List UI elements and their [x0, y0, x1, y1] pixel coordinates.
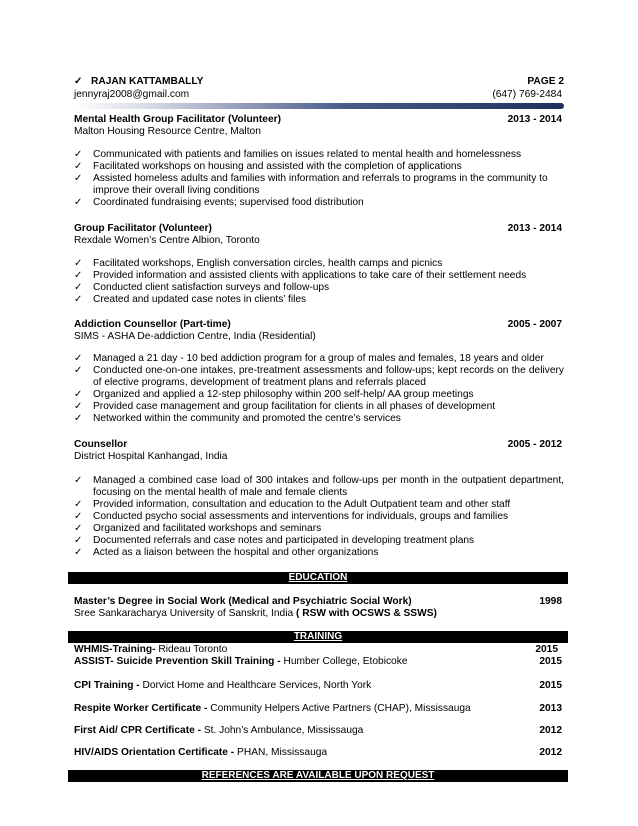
list-item: ✓ Conducted client satisfaction surveys and follow-ups — [74, 282, 330, 293]
check-icon: ✓ — [74, 523, 83, 534]
header-divider — [74, 103, 564, 109]
degree-title: Master’s Degree in Social Work (Medical and Psychiatric Social Work) — [74, 596, 412, 607]
job-org: Rexdale Women’s Centre Albion, Toronto — [74, 235, 260, 246]
check-icon: ✓ — [74, 475, 83, 486]
job-title: Mental Health Group Facilitator (Volunteer) — [74, 114, 281, 125]
page-number: PAGE 2 — [527, 76, 564, 87]
check-icon: ✓ — [74, 413, 83, 424]
list-item: ✓ Coordinated fundraising events; supervised food distribution — [74, 197, 364, 208]
list-item: ✓ Assisted homeless adults and families with information and referrals to programs in the community to improve their overall living conditions — [74, 173, 548, 196]
training-year: 2015 — [539, 656, 562, 667]
name-heading — [74, 76, 203, 87]
training-year: 2012 — [539, 747, 562, 758]
training-year: 2015 — [539, 680, 562, 691]
job-org: SIMS - ASHA De-addiction Centre, India (Residential) — [74, 331, 316, 342]
check-icon: ✓ — [74, 294, 83, 305]
check-icon: ✓ — [74, 365, 83, 376]
check-icon: ✓ — [74, 161, 83, 172]
list-item: ✓ Organized and applied a 12-step philosophy within 200 self-help/ AA group meetings — [74, 389, 474, 400]
email: jennyraj2008@gmail.com — [74, 89, 190, 100]
list-item: ✓ Acted as a liaison between the hospital and other organizations — [74, 547, 379, 558]
job-org: Malton Housing Resource Centre, Malton — [74, 126, 261, 137]
training-item: ASSIST- Suicide Prevention Skill Training - Humber College, Etobicoke — [74, 656, 408, 667]
list-item: ✓ Networked within the community and promoted the centre’s services — [74, 413, 401, 424]
check-icon: ✓ — [74, 535, 83, 546]
training-item: Respite Worker Certificate - Community Helpers Active Partners (CHAP), Mississauga — [74, 703, 471, 714]
job-title: Group Facilitator (Volunteer) — [74, 223, 212, 234]
list-item: ✓ Communicated with patients and families on issues related to mental health and homelessness — [74, 149, 522, 160]
job-dates: 2013 - 2014 — [507, 114, 562, 125]
list-item: ✓ Managed a 21 day - 10 bed addiction program for a group of males and females, 18 years and older — [74, 353, 544, 364]
list-item: ✓ Conducted psycho social assessments and interventions for individuals, groups and families — [74, 511, 509, 522]
list-item: ✓ Documented referrals and case notes and participated in developing treatment plans — [74, 535, 475, 546]
check-icon: ✓ — [74, 258, 83, 269]
check-icon: ✓ — [74, 197, 83, 208]
job-org: District Hospital Kanhangad, India — [74, 451, 228, 462]
training-year: 2015 — [535, 644, 558, 655]
degree-year: 1998 — [539, 596, 562, 607]
training-item: First Aid/ CPR Certificate - St. John’s Ambulance, Mississauga — [74, 725, 364, 736]
list-item: ✓ Provided information, consultation and education to the Adult Outpatient team and other staff — [74, 499, 511, 510]
check-icon: ✓ — [74, 270, 83, 281]
phone: (647) 769-2484 — [492, 89, 562, 100]
job-bullets — [74, 353, 564, 425]
job-bullets — [74, 149, 564, 209]
check-icon: ✓ — [74, 353, 83, 364]
list-item: ✓ Provided case management and group facilitation for clients in all phases of development — [74, 401, 496, 412]
degree-note: ( RSW with OCSWS & SSWS) — [295, 608, 437, 619]
check-icon: ✓ — [74, 511, 83, 522]
training-year: 2012 — [539, 725, 562, 736]
candidate-name: RAJAN KATTAMBALLY — [91, 76, 204, 87]
training-heading: TRAINING — [68, 631, 568, 643]
list-item: ✓ Conducted one-on-one intakes, pre-treatment assessments and follow-ups; kept records on the delivery of elective programs, development of treatment plans and referrals placed — [74, 365, 564, 388]
check-icon: ✓ — [74, 173, 83, 184]
degree-school: Sree Sankaracharya University of Sanskrit, India ( RSW with OCSWS & SSWS) — [74, 608, 437, 619]
check-icon: ✓ — [74, 401, 83, 412]
references-note: REFERENCES ARE AVAILABLE UPON REQUEST — [68, 770, 568, 782]
check-icon: ✓ — [74, 76, 83, 87]
job-dates: 2005 - 2012 — [507, 439, 562, 450]
check-icon: ✓ — [74, 499, 83, 510]
list-item: ✓ Created and updated case notes in clients’ files — [74, 294, 307, 305]
check-icon: ✓ — [74, 282, 83, 293]
check-icon: ✓ — [74, 149, 83, 160]
check-icon: ✓ — [74, 389, 83, 400]
list-item: ✓ Provided information and assisted clients with applications to take care of their settlement needs — [74, 270, 527, 281]
training-year: 2013 — [539, 703, 562, 714]
job-bullets — [74, 475, 564, 559]
job-bullets — [74, 258, 564, 306]
training-item: CPI Training - Dorvict Home and Healthcare Services, North York — [74, 680, 372, 691]
list-item: ✓ Organized and facilitated workshops and seminars — [74, 523, 322, 534]
education-heading: EDUCATION — [68, 572, 568, 584]
job-dates: 2005 - 2007 — [507, 319, 562, 330]
training-item: WHMIS-Training- Rideau Toronto — [74, 644, 228, 655]
check-icon: ✓ — [74, 547, 83, 558]
list-item: ✓ Facilitated workshops on housing and assisted with the completion of applications — [74, 161, 462, 172]
job-dates: 2013 - 2014 — [507, 223, 562, 234]
list-item: ✓ Facilitated workshops, English conversation circles, health camps and picnics — [74, 258, 443, 269]
job-title: Counsellor — [74, 439, 128, 450]
list-item: ✓ Managed a combined case load of 300 intakes and follow-ups per month in the outpatient department, focusing on the mental health of male and female clients — [74, 475, 564, 498]
training-item: HIV/AIDS Orientation Certificate - PHAN, Mississauga — [74, 747, 328, 758]
job-title: Addiction Counsellor (Part-time) — [74, 319, 231, 330]
